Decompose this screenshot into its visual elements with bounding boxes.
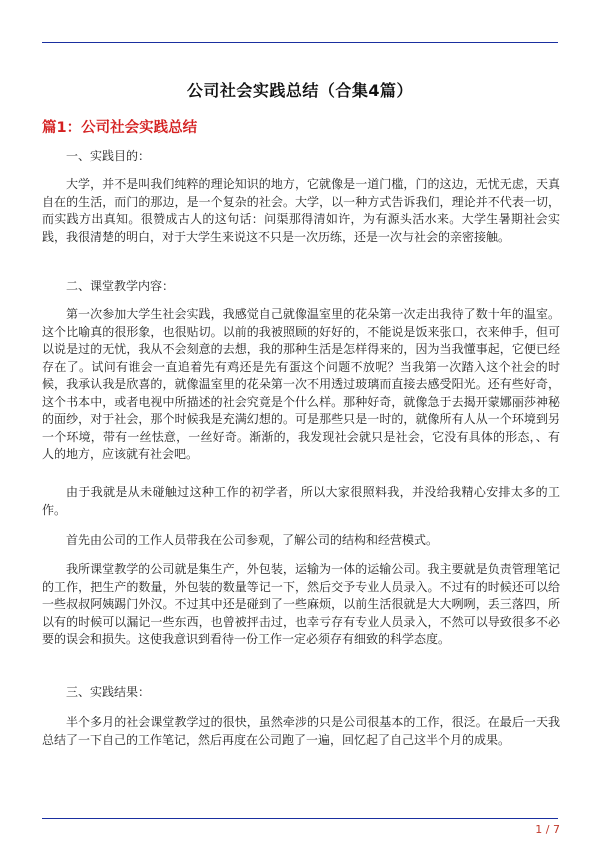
paragraph-text: 大学，并不是叫我们纯粹的理论知识的地方，它就像是一道门槛，门的这边，无忧无虑，天真自在的生活，而门的那边，是一个复杂的社会。大学，以一种方式告诉我们，理论并不代表一切，而实践方出真知。很赞成古人的这句话：问渠那得清如许，为有源头活水来。大学生暑期社会实践，我很清楚的明白，对于大学生来说这不只是一次历练，还是一次与社会的亲密接触。 xyxy=(42,177,560,244)
heading-text: 一、实践目的： xyxy=(66,149,151,163)
heading-classroom-content xyxy=(42,278,560,296)
paragraph-text: 我所课堂教学的公司就是集生产，外包装，运输为一体的运输公司。我主要就是负责管理笔记的工作，把生产的数量，外包装的数量等记一下，然后交予专业人员录入。不过有的时候还可以给一些叔叔阿姨踢门外汉。不过其中还是碰到了一些麻烦，以前生活很就是大大咧咧，丢三落四，所以有的时候可以漏记一些东西，也曾被抨击过，也幸亏存有专业人员录入，不然可以导致很多不必要的误会和损失。这使我意识到看待一份工作一定必须存有细致的科学态度。 xyxy=(42,562,560,646)
heading-practice-result xyxy=(42,684,560,702)
document-title: 公司社会实践总结（合集4篇） xyxy=(186,81,414,100)
heading-text: 二、课堂教学内容： xyxy=(66,279,175,293)
paragraph-1 xyxy=(42,176,560,246)
heading-text: 三、实践结果： xyxy=(66,685,151,699)
paragraph-text: 由于我就是从未碰触过这种工作的初学者，所以大家很照料我，并没给我精心安排太多的工作。 xyxy=(42,485,560,517)
paragraph-text: 半个多月的社会课堂教学过的很快，虽然牵涉的只是公司很基本的工作，很泛。在最后一天我总结了一下自己的工作笔记，然后再度在公司跑了一遍，回忆起了自己这半个月的成果。 xyxy=(42,715,560,747)
header-rule xyxy=(42,42,558,43)
heading-practice-purpose xyxy=(42,148,560,166)
paragraph-3 xyxy=(42,484,560,519)
paragraph-text: 首先由公司的工作人员带我在公司参观，了解公司的结构和经营模式。 xyxy=(66,533,439,547)
footer-rule xyxy=(42,818,558,819)
paragraph-5 xyxy=(42,561,560,649)
paragraph-2 xyxy=(42,306,560,464)
paragraph-4 xyxy=(42,532,560,550)
paragraph-text: 第一次参加大学生社会实践，我感觉自己就像温室里的花朵第一次走出我待了数十年的温室。这个比喻真的很形象，也很贴切。以前的我被照顾的好好的，不能说是饭来张口，衣来伸手，但可以说是过的无忧，我从不会刻意的去想，我的那种生活是怎样得来的，因为当我懂事起，它便已经存在了。试问有谁会一直追着先有鸡还是先有蛋这个问题不放呢？当我第一次踏入这个社会的时候，我承认我是欣喜的，就像温室里的花朵第一次不用透过玻璃而直接去感受阳光。还有些好奇，这个书本中，或者电视中所描述的社会究竟是个什么样。那种好奇，就像急于去揭开蒙娜丽莎神秘的面纱，对于社会，那个时候我是充满幻想的。可是那些只是一时的，就像所有人从一个环境到另一个环境，带有一丝怯意，一丝好奇。渐渐的，我发现社会就只是社会，它没有具体的形态，、有人的地方，应该就有社会吧。 xyxy=(42,307,560,461)
page-number: 1 / 7 xyxy=(535,823,560,836)
section-heading: 篇1：公司社会实践总结 xyxy=(42,120,198,136)
paragraph-6 xyxy=(42,714,560,749)
